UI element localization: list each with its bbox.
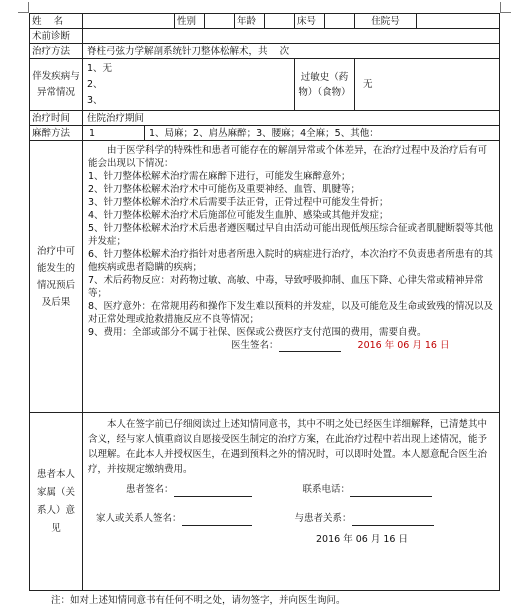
relation-field[interactable] (352, 514, 434, 526)
risks-label: 治疗中可能发生的情况预后及后果 (30, 141, 83, 413)
risk-item: 2、针刀整体松解术治疗术中可能伤及重要神经、血管、肌腱等； (88, 184, 361, 195)
risks-intro: 由于医学科学的特殊性和患者可能存在的解剖异常或个体差异，在治疗过程中及治疗后有可能会出现以下情况： (88, 145, 488, 169)
risk-item: 6、针刀整体松解术治疗指针对患者所患入院时的病症进行治疗，本次治疗不负责患者所患有的其他疾病或患者隐瞒的疾病； (88, 249, 494, 273)
time-row (30, 111, 500, 126)
family-sign-label: 家人或关系人签名： (96, 513, 182, 524)
corner-mark-top-left (18, 2, 29, 13)
comorbid-item: 3、 (87, 95, 103, 106)
allergy-value: 无 (355, 59, 500, 111)
risk-item: 4、针刀整体松解术治疗术后施部位可能发生血肿、感染或其他并发症； (88, 210, 389, 221)
comorbid-row (30, 59, 500, 111)
diagnosis-label: 术前诊断 (30, 29, 83, 44)
patient-signature-field[interactable] (174, 485, 252, 497)
patient-sign-line (88, 482, 495, 497)
doctor-sign-date: 2016 年 06 月 16 日 (357, 340, 450, 351)
anesthesia-choice[interactable]: 1 (83, 126, 145, 141)
risk-item: 9、费用：全部或部分不属于社保、医保或公费医疗支付范围的费用，需要自费。 (88, 327, 427, 338)
corner-mark-top-right (500, 2, 511, 13)
name-label: 姓 名 (30, 14, 83, 29)
risk-item: 1、针刀整体松解术治疗需在麻醉下进行，可能发生麻醉意外； (88, 171, 351, 182)
diagnosis-field[interactable] (83, 29, 500, 44)
doctor-signature-field[interactable] (279, 340, 341, 352)
comorbid-list (83, 59, 295, 111)
doctor-sign-line (88, 339, 495, 352)
phone-field[interactable] (350, 485, 432, 497)
anesthesia-options: 1、局麻；2、肩丛麻醉；3、腰麻；4全麻；5、其他： (145, 126, 500, 141)
allergy-label: 过敏史（药物）（食物） (295, 59, 355, 111)
consent-date: 2016 年 06 月 16 日 (316, 534, 408, 545)
gender-label: 性别 (175, 14, 205, 29)
risk-item: 5、针刀整体松解术治疗术后患者遵医嘱过早自由活动可能出现低颅压综合征或者肌腱断裂等其他并发症； (88, 223, 494, 247)
comorbid-item: 1、无 (87, 63, 113, 74)
diagnosis-row (30, 29, 500, 44)
risk-item: 8、医疗意外：在常规用药和操作下发生难以预料的并发症，以及可能危及生命或致残的情况以及对正常处理或抢救措施反应不良等情况； (88, 301, 494, 325)
age-label: 年龄 (235, 14, 265, 29)
patient-sign-label: 患者签名： (126, 484, 174, 495)
risks-row (30, 141, 500, 413)
comorbid-label: 伴发疾病与异常情况 (30, 59, 83, 111)
family-sign-line (88, 511, 495, 526)
treatment-row (30, 44, 500, 59)
bed-field[interactable] (325, 14, 355, 29)
bed-label: 床号 (295, 14, 325, 29)
treatment-label: 治疗方法 (30, 44, 83, 59)
consent-label: 患者本人家属（关系人）意见 (30, 413, 83, 591)
phone-label: 联系电话： (302, 484, 351, 495)
anesthesia-row (30, 126, 500, 141)
risks-body (83, 141, 500, 413)
treatment-value: 脊柱弓弦力学解剖系统针刀整体松解术，共 次 (83, 44, 500, 59)
consent-table (29, 13, 500, 591)
risk-item: 7、术后药物反应：对药物过敏、高敏、中毒，导致呼吸抑制、血压下降、心律失常或精神异常等； (88, 275, 484, 299)
anesthesia-label: 麻醉方法 (30, 126, 83, 141)
time-value: 住院治疗期间 (83, 111, 500, 126)
admission-label: 住院号 (355, 14, 417, 29)
consent-body (83, 413, 500, 591)
consent-row (30, 413, 500, 591)
doctor-sign-label: 医生签名： (231, 340, 279, 351)
footnote: 注：如对上述知情同意书有任何不明之处，请勿签字，并向医生询问。 (51, 595, 346, 606)
relation-label: 与患者关系： (294, 513, 352, 524)
risk-item: 3、针刀整体松解术治疗术后需要手法正骨，正骨过程中可能发生骨折； (88, 197, 389, 208)
header-row (30, 14, 500, 29)
gender-field[interactable] (205, 14, 235, 29)
time-label: 治疗时间 (30, 111, 83, 126)
admission-field[interactable] (417, 14, 500, 29)
comorbid-item: 2、 (87, 79, 103, 90)
consent-statement: 本人在签字前已仔细阅读过上述知情同意书，其中不明之处已经医生详细解释，已清楚其中含义，经与家人慎重商议自愿接受医生制定的治疗方案，在此治疗过程中若出现上述情况，能予以理解。在此本人并授权医生，在遇到预料之外的情况时，可以即时处置。本人愿意配合医生治疗，并按规定缴纳费用。 (88, 419, 488, 475)
age-field[interactable] (265, 14, 295, 29)
name-field[interactable] (83, 14, 175, 29)
consent-form (29, 13, 499, 591)
family-signature-field[interactable] (182, 514, 252, 526)
